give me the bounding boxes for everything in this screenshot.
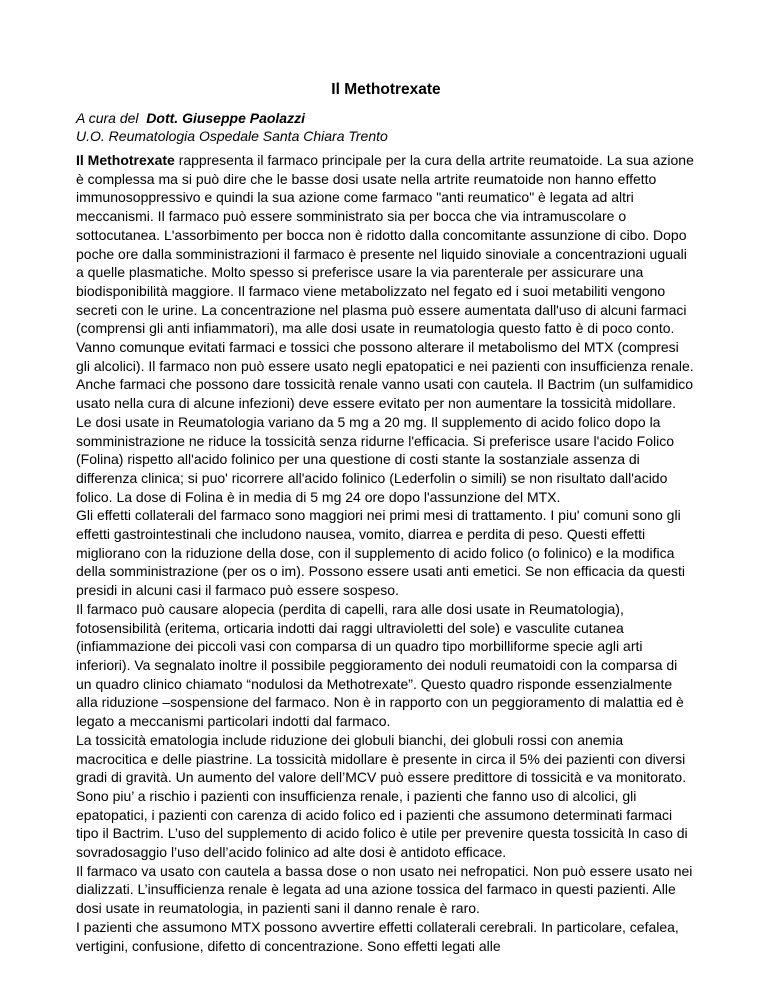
intro-paragraph — [76, 151, 696, 413]
document-body — [76, 151, 696, 955]
document-title: Il Methotrexate — [331, 81, 441, 98]
byline-author: Dott. Giuseppe Paolazzi — [146, 110, 305, 126]
byline-prefix: A cura del — [76, 110, 139, 126]
paragraph-effetti-cerebrali: I pazienti che assumono MTX possono avvertire effetti collaterali cerebrali. In particolare, cefalea, vertigini, confusione, difetto di concentrazione. Sono effetti legati alle — [76, 918, 679, 954]
paragraph-tossicita-ematologica: La tossicità ematologia include riduzione dei globuli bianchi, dei globuli rossi con anemia macrocitica e delle piastrine. La tossicità midollare è presente in circa il 5% dei pazienti con diversi gradi di gravità. Un aumento del valore dell’MCV può essere predittore di tossicità e va monitorato. Sono piu’ a rischio i pazienti con insufficienza renale, i pazienti che fanno uso di alcolici, gli epatopatici, i pazienti con carenza di acido folico ed i pazienti che assumono determinati farmaci tipo il Bactrim. L’uso del supplemento di acido folico è utile per prevenire questa tossicità In caso di sovradosaggio l’uso dell’acido folinico ad alte dosi è antidoto efficace. — [76, 731, 688, 861]
paragraph-dosi: Le dosi usate in Reumatologia variano da 5 mg a 20 mg. Il supplemento di acido folico dopo la somministrazione ne riduce la tossicità senza ridurne l'efficacia. Si preferisce usare l'acido Folico (Folina) rispetto all'acido folinico per una questione di costi stante la sostanziale assenza di differenza clinica; si puo' ricorrere all'acido folinico (Lederfolin o simili) se non risultato dall'acido folico. La dose di Folina è in media di 5 mg 24 ore dopo l'assunzione del MTX. — [76, 413, 675, 505]
paragraph-effetti-collaterali: Gli effetti collaterali del farmaco sono maggiori nei primi mesi di trattamento. I piu' comuni sono gli effetti gastrointestinali che includono nausea, vomito, diarrea e perdita di peso. Questi effetti migliorano con la riduzione della dose, con il supplemento di acido folico (o folinico) e la modifica della somministrazione (per os o im). Possono essere usati anti emetici. Se non efficacia da questi presidi in alcuni casi il farmaco può essere sospeso. — [76, 507, 686, 599]
paragraph-alopecia: Il farmaco può causare alopecia (perdita di capelli, rara alle dosi usate in Reumatologia), fotosensibilità (eritema, orticaria indotti dai raggi ultravioletti del sole) e vasculite cutanea (infiammazione dei piccoli vasi con comparsa di un quadro tipo morbilliforme specie agli arti inferiori). Va segnalato inoltre il possibile peggioramento dei noduli reumatoidi con la comparsa di un quadro clinico chiamato “nodulosi da Methotrexate”. Questo quadro risponde essenzialmente alla riduzione –sospensione del farmaco. Non è in rapporto con un peggioramento di malattia ed è legato a meccanismi particolari indotti dal farmaco. — [76, 600, 684, 730]
intro-lead: Il Methotrexate — [76, 152, 175, 168]
paragraph-nefropatici: Il farmaco va usato con cautela a bassa dose o non usato nei nefropatici. Non può essere usato nei dializzati. L’insufficienza renale è legata ad una azione tossica del farmaco in questi pazienti. Alle dosi usate in reumatologia, in pazienti sani il danno renale è raro. — [76, 862, 693, 917]
byline — [76, 109, 696, 145]
byline-affiliation: U.O. Reumatologia Ospedale Santa Chiara Trento — [76, 128, 388, 144]
byline-author-line — [76, 109, 696, 127]
document-page — [76, 80, 696, 955]
intro-text: rappresenta il farmaco principale per la cura della artrite reumatoide. La sua azione è complessa ma si può dire che le basse dosi usate nella artrite reumatoide non hanno effetto immunosoppressivo e quindi la sua azione come farmaco "anti reumatico" è legata ad altri meccanismi. Il farmaco può essere somministrato sia per bocca che via intramuscolare o sottocutanea. L'assorbimento per bocca non è ridotto dalla concomitante assunzione di cibo. Dopo poche ore dalla somministrazioni il farmaco è presente nel liquido sinoviale a concentrazioni uguali a quelle plasmatiche. Molto spesso si preferisce usare la via parenterale per assicurare una biodisponibilità maggiore. Il farmaco viene metabolizzato nel fegato ed i suoi metabiliti vengono secreti con le urine. La concentrazione nel plasma può essere aumentata dall'uso di alcuni farmaci (comprensi gli anti infiammatori), ma alle dosi usate in reumatologia questo fatto è di poco conto. Vanno comunque evitati farmaci e tossici che possono alterare il metabolismo del MTX (compresi gli alcolici). Il farmaco non può essere usato negli epatopatici e nei pazienti con insufficienza renale. Anche farmaci che possono dare tossicità renale vanno usati con cautela. Il Bactrim (un sulfamidico usato nella cura di alcune infezioni) deve essere evitato per non aumentare la tossicità midollare. — [76, 152, 694, 412]
